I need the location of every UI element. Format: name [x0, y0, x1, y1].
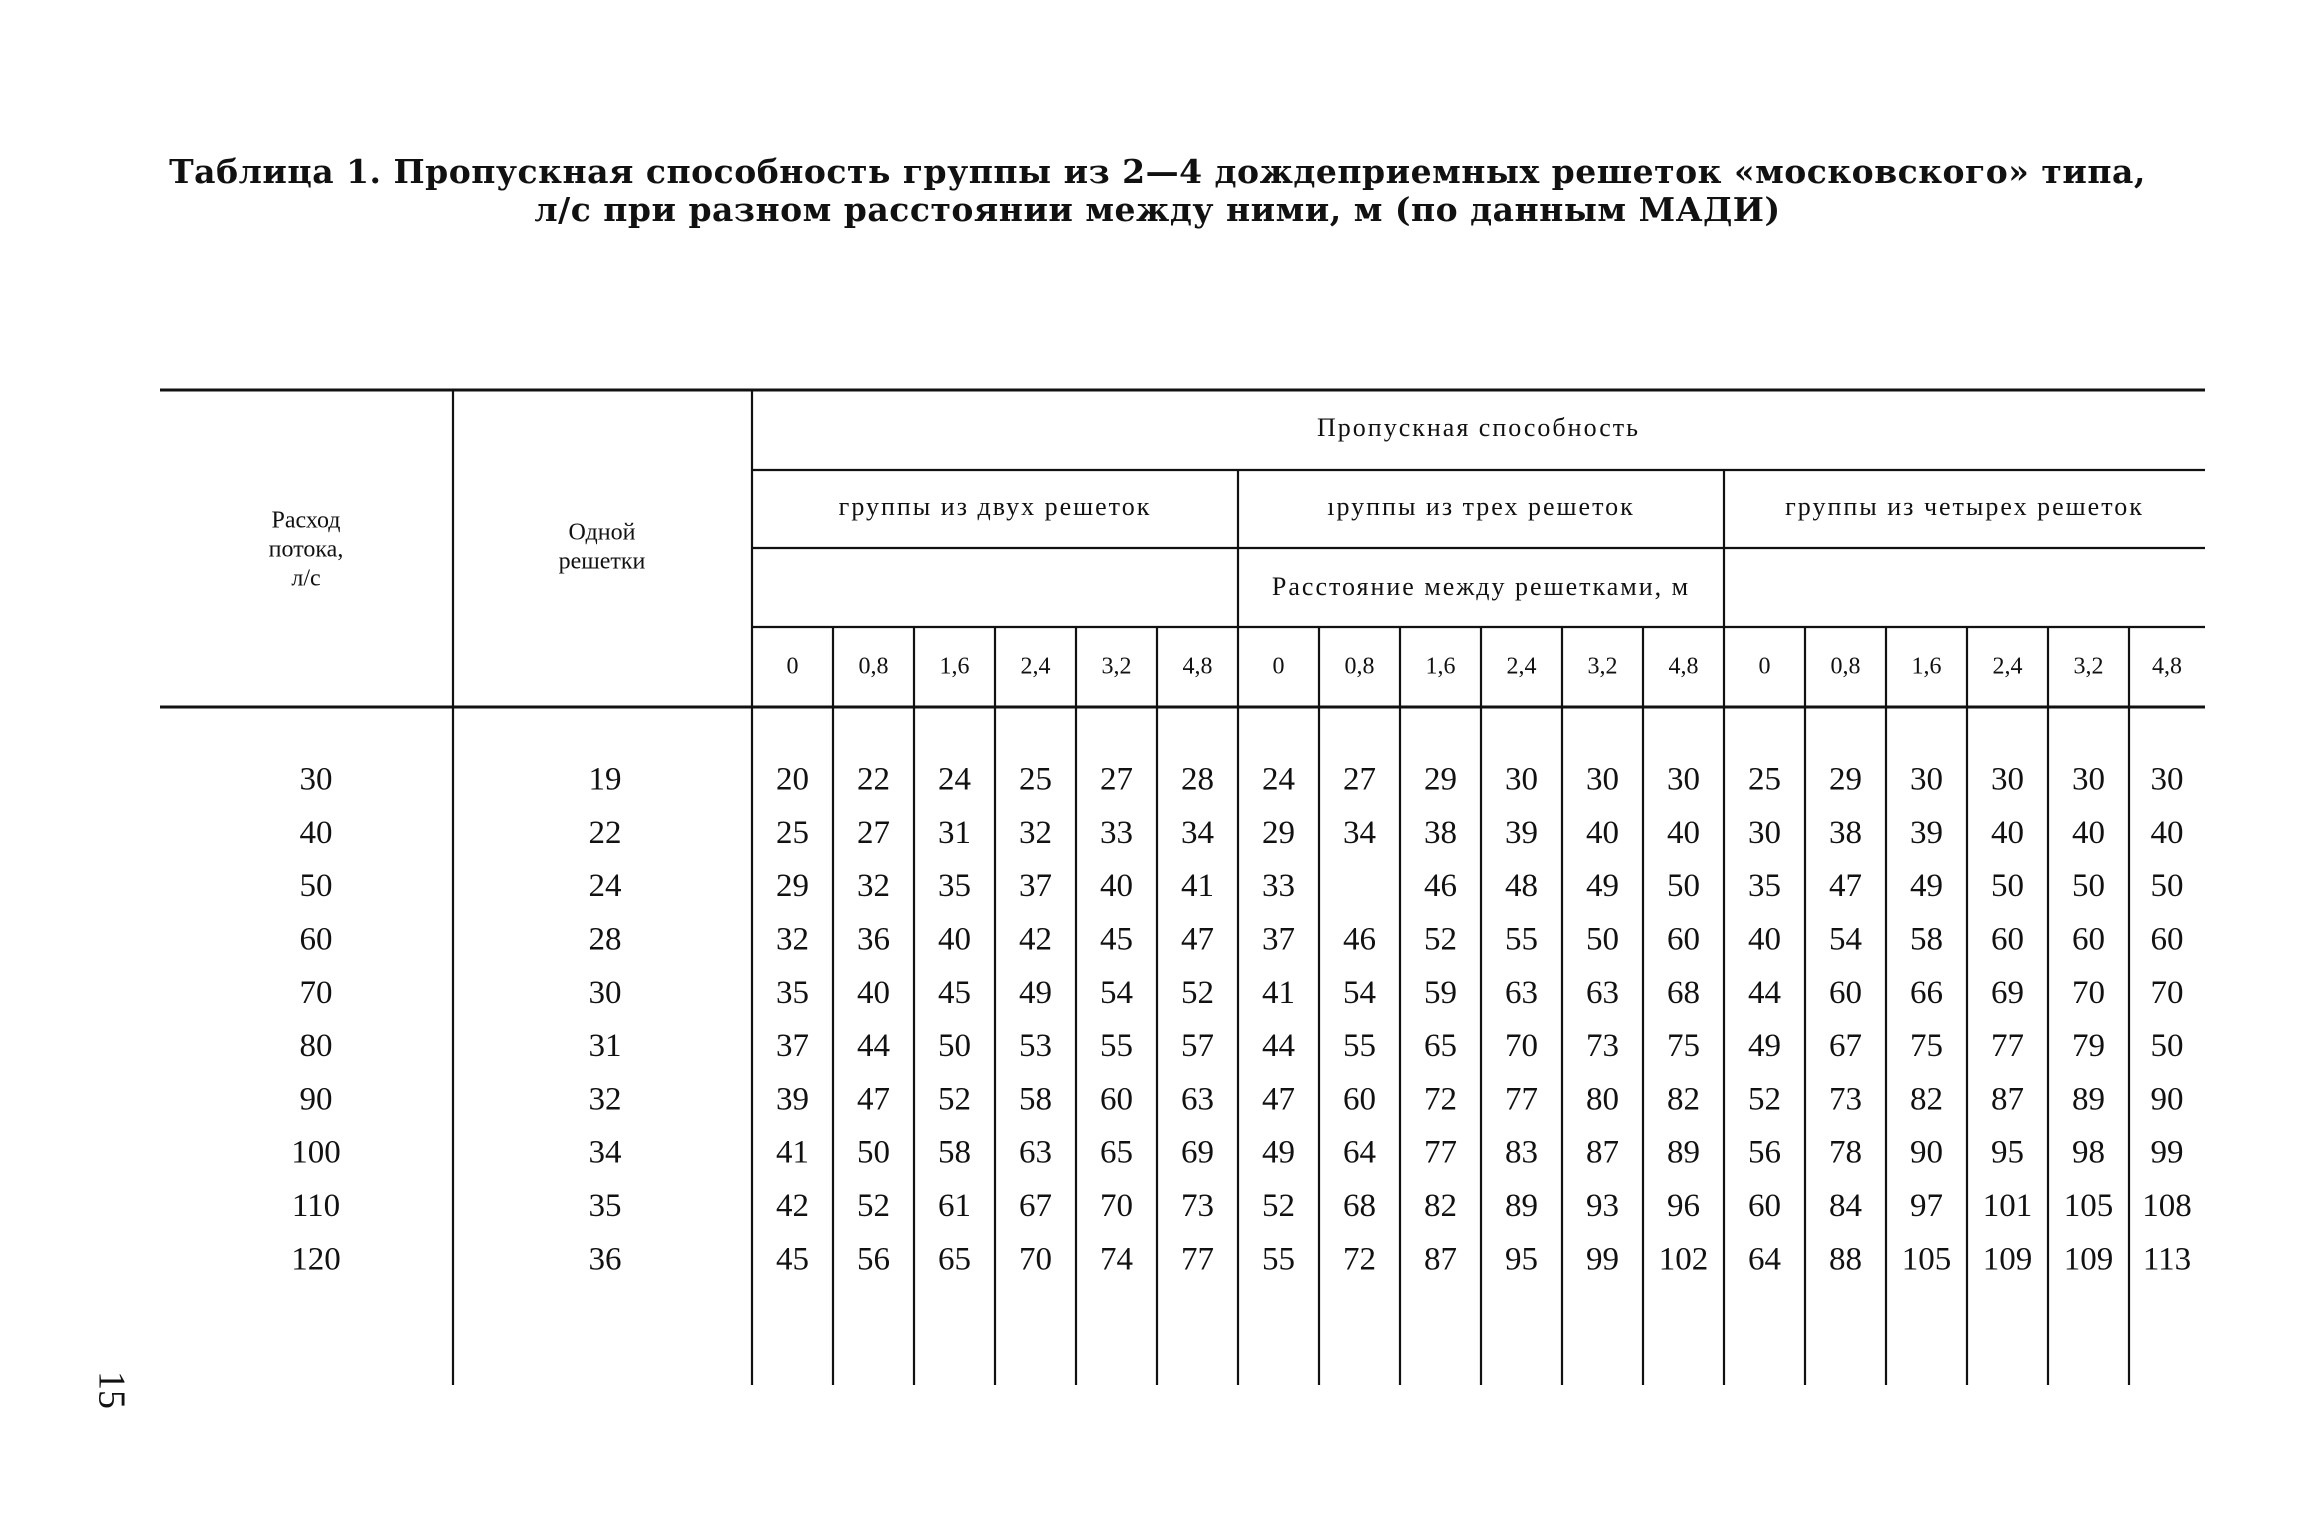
table-cell: 60: [1829, 974, 1862, 1011]
table-cell: 40: [1667, 814, 1700, 851]
table-cell: 40: [2072, 814, 2105, 851]
group-three-header: ıруппы из трех решеток: [1327, 491, 1635, 521]
distance-value: 4,8: [1668, 653, 1699, 680]
table-cell: 87: [1991, 1081, 2024, 1118]
table-cell: 60: [1343, 1081, 1376, 1118]
table-title-line-2: л/с при разном расстоянии между ними, м (по данным МАДИ): [534, 190, 1781, 229]
single-grate-value: 28: [588, 921, 622, 958]
flow-value: 110: [291, 1187, 341, 1224]
table-cell: 48: [1505, 868, 1538, 905]
table-cell: 108: [2142, 1187, 2192, 1224]
table-cell: 88: [1829, 1241, 1862, 1278]
table-cell: 113: [2142, 1241, 2192, 1278]
table-cell: 63: [1019, 1134, 1052, 1171]
table-cell: 44: [1262, 1028, 1295, 1065]
table-cell: 98: [2072, 1134, 2105, 1171]
table-cell: 60: [1667, 921, 1700, 958]
table-cell: 56: [857, 1241, 890, 1278]
table-cell: 73: [1181, 1187, 1214, 1224]
single-grate-value: 34: [588, 1134, 622, 1171]
table-cell: 32: [1019, 814, 1052, 851]
table-cell: 52: [857, 1187, 890, 1224]
table-cell: 58: [1019, 1081, 1052, 1118]
table-cell: 33: [1262, 868, 1295, 905]
table-cell: 87: [1586, 1134, 1619, 1171]
table-cell: 41: [1262, 974, 1295, 1011]
flow-value: 40: [299, 814, 333, 851]
flow-value: 90: [299, 1081, 333, 1118]
table-cell: 30: [1667, 761, 1700, 798]
table-cell: 87: [1424, 1241, 1457, 1278]
distance-value: 1,6: [939, 653, 970, 680]
table-cell: 30: [1991, 761, 2024, 798]
table-cell: 42: [776, 1187, 809, 1224]
table-cell: 99: [2150, 1134, 2184, 1171]
table-cell: 90: [2150, 1081, 2184, 1118]
table-cell: 58: [1910, 921, 1943, 958]
table-cell: 50: [938, 1028, 971, 1065]
distance-value: 2,4: [1992, 653, 2023, 680]
distance-value: 2,4: [1020, 653, 1051, 680]
table-cell: 70: [2072, 974, 2105, 1011]
table-cell: 29: [1262, 814, 1295, 851]
table-cell: 70: [1100, 1187, 1133, 1224]
table-cell: 52: [938, 1081, 971, 1118]
table-cell: 77: [1424, 1134, 1457, 1171]
table-cell: 55: [1343, 1028, 1376, 1065]
table-cell: 65: [938, 1241, 971, 1278]
table-cell: 65: [1100, 1134, 1133, 1171]
table-cell: 40: [857, 974, 890, 1011]
table-cell: 65: [1424, 1028, 1457, 1065]
flow-value: 70: [299, 974, 333, 1011]
flow-column-header: л/с: [291, 565, 321, 592]
table-cell: 90: [1910, 1134, 1943, 1171]
table-cell: 47: [1181, 921, 1214, 958]
table-cell: 73: [1829, 1081, 1862, 1118]
table-cell: 30: [1586, 761, 1619, 798]
distance-value: 4,8: [2152, 653, 2182, 680]
table-cell: 50: [2150, 1028, 2184, 1065]
table-cell: 35: [1748, 868, 1781, 905]
table-cell: 30: [1748, 814, 1781, 851]
table-cell: 54: [1829, 921, 1862, 958]
group-two-header: группы из двух решеток: [838, 491, 1152, 521]
table-cell: 82: [1667, 1081, 1700, 1118]
table-cell: 84: [1829, 1187, 1862, 1224]
table-cell: 64: [1748, 1241, 1781, 1278]
table-cell: 69: [1181, 1134, 1214, 1171]
table-cell: 60: [2150, 921, 2184, 958]
distance-value: 3,2: [1101, 653, 1132, 680]
table-cell: 55: [1505, 921, 1538, 958]
table-cell: 101: [1982, 1187, 2033, 1224]
single-grate-value: 32: [588, 1081, 622, 1118]
table-cell: 79: [2072, 1028, 2105, 1065]
table-cell: 22: [857, 761, 890, 798]
table-cell: 57: [1181, 1028, 1214, 1065]
table-cell: 40: [938, 921, 971, 958]
table-cell: 56: [1748, 1134, 1781, 1171]
single-grate-value: 22: [588, 814, 622, 851]
distance-value: 3,2: [2073, 653, 2104, 680]
table-cell: 60: [1100, 1081, 1133, 1118]
single-grate-value: 24: [588, 868, 622, 905]
table-cell: 49: [1262, 1134, 1295, 1171]
table-cell: 40: [1100, 868, 1133, 905]
table-cell: 45: [938, 974, 971, 1011]
table-cell: 47: [857, 1081, 890, 1118]
distance-value: 0: [1758, 653, 1771, 680]
table-cell: 32: [857, 868, 890, 905]
table-cell: 50: [1586, 921, 1619, 958]
table-cell: 33: [1100, 814, 1133, 851]
table-cell: 24: [1262, 761, 1295, 798]
distance-value: 3,2: [1587, 653, 1618, 680]
single-grate-column-header: решетки: [558, 548, 646, 575]
table-cell: 40: [1748, 921, 1781, 958]
table-cell: 42: [1019, 921, 1052, 958]
table-cell: 67: [1829, 1028, 1862, 1065]
table-cell: 105: [1901, 1241, 1952, 1278]
table-cell: 25: [1748, 761, 1781, 798]
table-cell: 47: [1829, 868, 1862, 905]
table-cell: 95: [1991, 1134, 2024, 1171]
table-cell: 38: [1829, 814, 1862, 851]
table-cell: 77: [1991, 1028, 2024, 1065]
table-cell: 82: [1910, 1081, 1943, 1118]
table-cell: 60: [1991, 921, 2024, 958]
table-cell: 36: [857, 921, 890, 958]
table-cell: 34: [1181, 814, 1214, 851]
table-cell: 89: [2072, 1081, 2105, 1118]
table-cell: 49: [1748, 1028, 1781, 1065]
table-cell: 50: [2072, 868, 2105, 905]
table-cell: 109: [2063, 1241, 2114, 1278]
table-cell: 37: [1262, 921, 1295, 958]
table-cell: 75: [1667, 1028, 1700, 1065]
table-cell: 61: [938, 1187, 971, 1224]
table-cell: 30: [2150, 761, 2184, 798]
table-cell: 59: [1424, 974, 1457, 1011]
table-cell: 27: [1343, 761, 1376, 798]
flow-column-header: потока,: [268, 536, 344, 563]
table-cell: 72: [1424, 1081, 1457, 1118]
table-cell: 58: [938, 1134, 971, 1171]
distance-header: Расстояние между решетками, м: [1271, 571, 1691, 601]
table-cell: 25: [776, 814, 809, 851]
table-cell: 45: [1100, 921, 1133, 958]
table-cell: 68: [1343, 1187, 1376, 1224]
table-cell: 34: [1343, 814, 1376, 851]
table-cell: 52: [1424, 921, 1457, 958]
table-cell: 60: [2072, 921, 2105, 958]
table-cell: 67: [1019, 1187, 1052, 1224]
distance-value: 4,8: [1182, 653, 1213, 680]
table-cell: 99: [1586, 1241, 1619, 1278]
table-cell: 44: [1748, 974, 1781, 1011]
table-cell: 50: [2150, 868, 2184, 905]
table-cell: 64: [1343, 1134, 1376, 1171]
single-grate-value: 36: [588, 1241, 622, 1278]
table-cell: 60: [1748, 1187, 1781, 1224]
table-cell: 73: [1586, 1028, 1619, 1065]
table-cell: 37: [776, 1028, 809, 1065]
table-cell: 37: [1019, 868, 1052, 905]
table-cell: 27: [1100, 761, 1133, 798]
table-cell: 55: [1100, 1028, 1133, 1065]
page-number: 15: [90, 1371, 133, 1409]
table-cell: 96: [1667, 1187, 1700, 1224]
table-cell: 74: [1100, 1241, 1133, 1278]
single-grate-column-header: Одной: [568, 519, 636, 546]
table-cell: 46: [1424, 868, 1457, 905]
table-cell: 24: [938, 761, 971, 798]
table-cell: 46: [1343, 921, 1376, 958]
table-cell: 89: [1505, 1187, 1538, 1224]
flow-value: 30: [299, 761, 333, 798]
capacity-header: Пропускная способность: [1317, 412, 1640, 442]
table-cell: 72: [1343, 1241, 1376, 1278]
distance-value: 1,6: [1425, 653, 1456, 680]
table-cell: 35: [776, 974, 809, 1011]
flow-value: 80: [299, 1028, 333, 1065]
table-cell: 29: [1829, 761, 1862, 798]
table-cell: 50: [1991, 868, 2024, 905]
table-cell: 29: [1424, 761, 1457, 798]
table-cell: 30: [1505, 761, 1538, 798]
distance-value: 0: [786, 653, 799, 680]
table-cell: 50: [1667, 868, 1700, 905]
table-cell: 89: [1667, 1134, 1700, 1171]
distance-value: 0,8: [1830, 653, 1861, 680]
table-cell: 77: [1181, 1241, 1214, 1278]
table-cell: 66: [1910, 974, 1943, 1011]
table-cell: 70: [2150, 974, 2184, 1011]
table-cell: 27: [857, 814, 890, 851]
table-cell: 68: [1667, 974, 1700, 1011]
single-grate-value: 35: [588, 1187, 622, 1224]
table-cell: 55: [1262, 1241, 1295, 1278]
table-cell: 109: [1982, 1241, 2033, 1278]
table-cell: 50: [857, 1134, 890, 1171]
distance-value: 0,8: [858, 653, 889, 680]
table-cell: 95: [1505, 1241, 1538, 1278]
table-cell: 80: [1586, 1081, 1619, 1118]
table-cell: 70: [1019, 1241, 1052, 1278]
flow-column-header: Расход: [271, 507, 341, 534]
table-cell: 52: [1262, 1187, 1295, 1224]
table-title-line-1: Таблица 1. Пропускная способность группы из 2—4 дождеприемных решеток «московского» типа,: [169, 152, 2146, 191]
table-cell: 38: [1424, 814, 1457, 851]
table-cell: 39: [776, 1081, 809, 1118]
table-cell: 35: [938, 868, 971, 905]
single-grate-value: 30: [588, 974, 622, 1011]
flow-value: 100: [291, 1134, 341, 1171]
distance-value: 0,8: [1344, 653, 1375, 680]
table-cell: 29: [776, 868, 809, 905]
flow-value: 60: [299, 921, 333, 958]
table-cell: 25: [1019, 761, 1052, 798]
flow-value: 50: [299, 868, 333, 905]
table-cell: 39: [1505, 814, 1538, 851]
single-grate-value: 19: [588, 761, 622, 798]
table-cell: 53: [1019, 1028, 1052, 1065]
table-cell: 93: [1586, 1187, 1619, 1224]
table-cell: 45: [776, 1241, 809, 1278]
table-cell: 49: [1586, 868, 1619, 905]
table-cell: 40: [1586, 814, 1619, 851]
distance-value: 0: [1272, 653, 1285, 680]
table-cell: 54: [1343, 974, 1376, 1011]
table-cell: 49: [1019, 974, 1052, 1011]
table-cell: 54: [1100, 974, 1133, 1011]
table-cell: 75: [1910, 1028, 1943, 1065]
table-cell: 102: [1658, 1241, 1709, 1278]
table-cell: 40: [2150, 814, 2184, 851]
table-cell: 28: [1181, 761, 1214, 798]
table-cell: 32: [776, 921, 809, 958]
table-cell: 52: [1181, 974, 1214, 1011]
single-grate-value: 31: [588, 1028, 622, 1065]
table-cell: 105: [2063, 1187, 2114, 1224]
table-cell: 77: [1505, 1081, 1538, 1118]
table-cell: 49: [1910, 868, 1943, 905]
table-cell: 41: [1181, 868, 1214, 905]
table-cell: 97: [1910, 1187, 1943, 1224]
table-cell: 69: [1991, 974, 2024, 1011]
table-cell: 52: [1748, 1081, 1781, 1118]
table-cell: 82: [1424, 1187, 1457, 1224]
table-cell: 30: [2072, 761, 2105, 798]
group-four-header: группы из четырех решеток: [1785, 491, 2144, 521]
table-cell: 78: [1829, 1134, 1862, 1171]
table-cell: 40: [1991, 814, 2024, 851]
distance-value: 1,6: [1911, 653, 1942, 680]
table-cell: 31: [938, 814, 971, 851]
table-cell: 63: [1586, 974, 1619, 1011]
table-cell: 41: [776, 1134, 809, 1171]
table-cell: 63: [1505, 974, 1538, 1011]
table-cell: 83: [1505, 1134, 1538, 1171]
table-cell: 20: [776, 761, 809, 798]
table-cell: 30: [1910, 761, 1943, 798]
table-cell: 63: [1181, 1081, 1214, 1118]
table-cell: 47: [1262, 1081, 1295, 1118]
table-cell: 44: [857, 1028, 890, 1065]
distance-value: 2,4: [1506, 653, 1537, 680]
table-cell: 70: [1505, 1028, 1538, 1065]
flow-value: 120: [291, 1241, 341, 1278]
table-cell: 39: [1910, 814, 1943, 851]
